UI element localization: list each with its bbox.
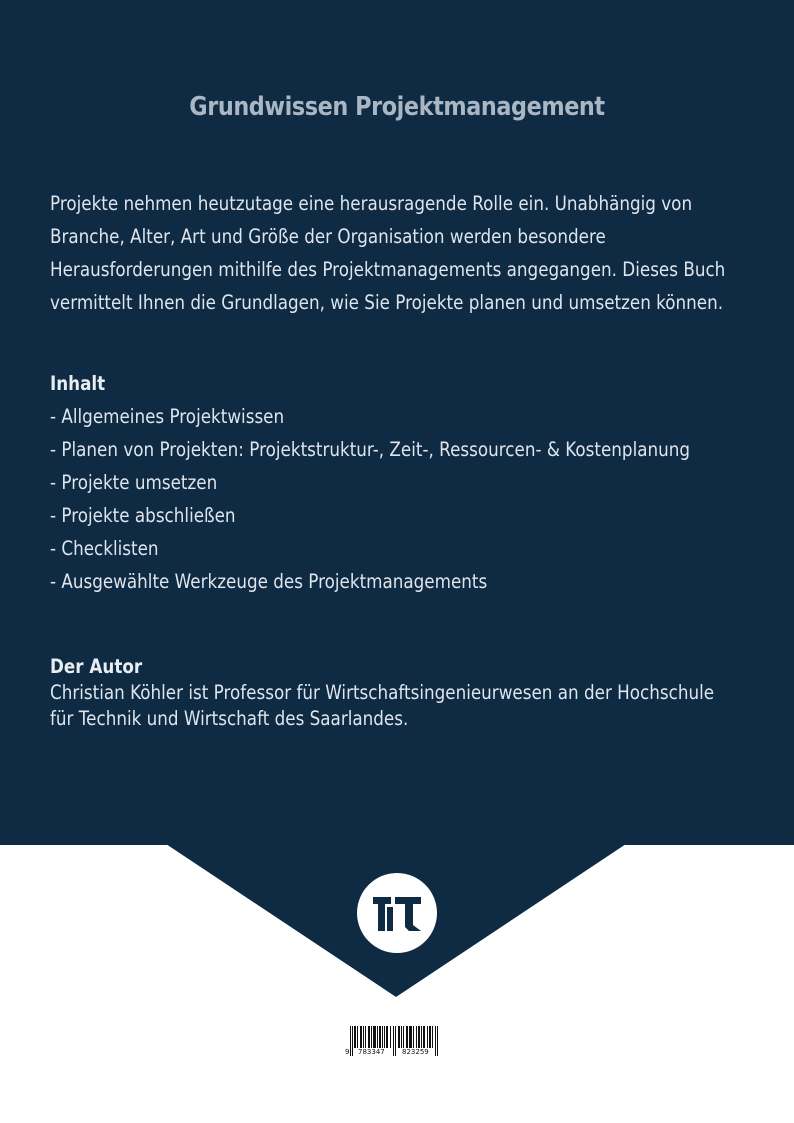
barcode-digit-first: 9 xyxy=(345,1048,350,1056)
intro-line: vermittelt Ihnen die Grundlagen, wie Sie Projekte planen und umsetzen können. xyxy=(50,291,724,314)
barcode-digit-group: 783347 xyxy=(358,1048,385,1056)
author-bio-line: Christian Köhler ist Professor für Wirtschaftsingenieurwesen an der Hochschule xyxy=(50,681,715,704)
contents-heading: Inhalt xyxy=(50,372,106,395)
publisher-logo-icon xyxy=(357,873,437,953)
contents-item: - Checklisten xyxy=(50,537,159,560)
author-section xyxy=(50,654,714,732)
contents-item: - Ausgewählte Werkzeuge des Projektmanagements xyxy=(50,570,488,593)
book-title: Grundwissen Projektmanagement xyxy=(189,92,605,122)
contents-section xyxy=(50,367,690,598)
intro-line: Projekte nehmen heutzutage eine herausragende Rolle ein. Unabhängig von xyxy=(50,192,693,215)
contents-item: - Projekte umsetzen xyxy=(50,471,218,494)
contents-item: - Planen von Projekten: Projektstruktur-, Zeit-, Ressourcen- & Kostenplanung xyxy=(50,438,691,461)
author-heading: Der Autor xyxy=(50,655,143,678)
intro-line: Branche, Alter, Art und Größe der Organisation werden besondere xyxy=(50,225,606,248)
author-bio-line: für Technik und Wirtschaft des Saarlandes. xyxy=(50,707,409,730)
intro-paragraph xyxy=(50,187,725,319)
contents-item: - Allgemeines Projektwissen xyxy=(50,405,285,428)
contents-item: - Projekte abschließen xyxy=(50,504,236,527)
barcode-digit-group: 823259 xyxy=(402,1048,429,1056)
intro-line: Herausforderungen mithilfe des Projektmanagements angegangen. Dieses Buch xyxy=(50,258,726,281)
